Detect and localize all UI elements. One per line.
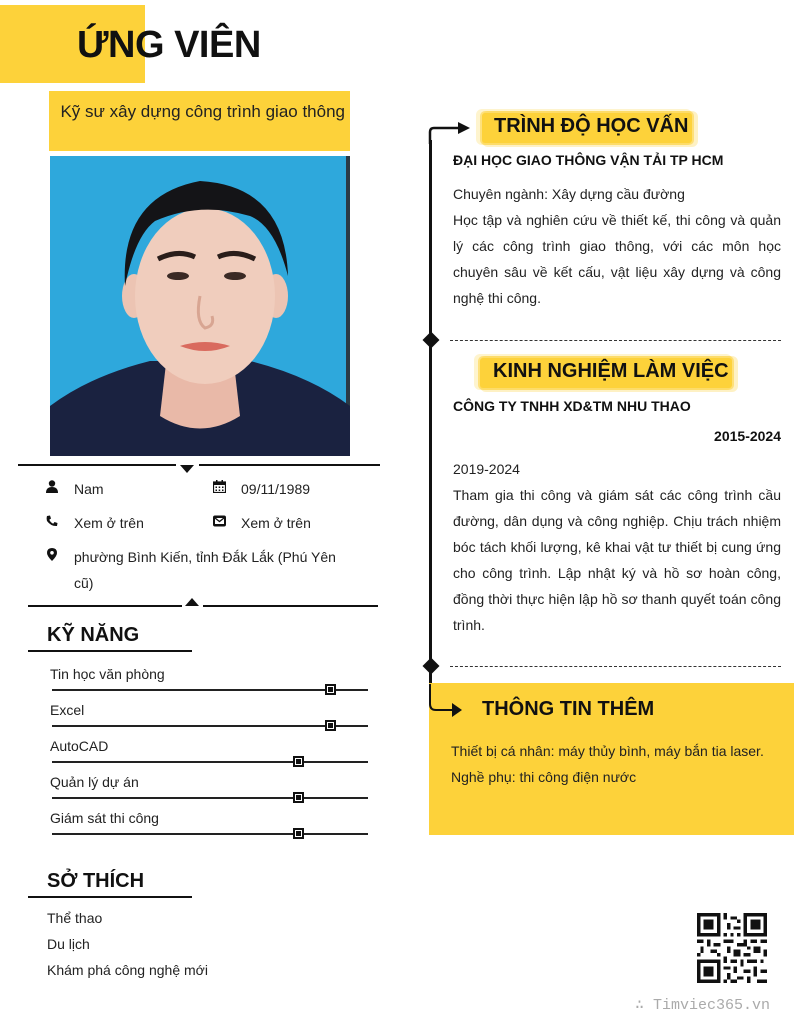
footer-brand: ∴ Timviec365.vn	[635, 997, 771, 1014]
timeline-arrow-top-icon	[428, 122, 472, 149]
timeline-diamond-icon	[423, 332, 440, 349]
calendar-icon	[213, 480, 226, 498]
skill-track	[52, 725, 368, 727]
candidate-photo	[50, 156, 350, 456]
skill-item	[50, 702, 368, 718]
skill-level-knob	[293, 792, 304, 803]
job-title-box	[49, 91, 350, 151]
skill-item	[50, 774, 368, 790]
skills-title-underline	[28, 650, 192, 652]
education-title: TRÌNH ĐỘ HỌC VẤN	[494, 115, 689, 137]
skill-track	[52, 761, 368, 763]
triangle-up-icon	[185, 598, 199, 606]
experience-sub-period: 2019-2024	[453, 461, 520, 477]
education-major: Chuyên ngành: Xây dựng cầu đường	[453, 186, 685, 202]
envelope-icon	[213, 514, 226, 532]
portrait-image	[50, 156, 350, 456]
map-marker-icon	[47, 548, 57, 566]
info-divider-top-left	[18, 464, 176, 466]
education-description: Học tập và nghiên cứu về thiết kế, thi công và quản lý các công trình giao thông, với các môn học chuyên sâu về kết cấu, vật liệu xây dựng và công nghệ thi công.	[453, 212, 781, 306]
skill-item	[50, 738, 368, 754]
skill-level-knob	[293, 756, 304, 767]
address-value: phường Bình Kiến, tỉnh Đắk Lắk (Phú Yên cũ)	[74, 549, 336, 591]
extra-info-title: THÔNG TIN THÊM	[482, 698, 655, 720]
timeline-arrow-bottom-icon	[428, 684, 464, 727]
experience-title: KINH NGHIỆM LÀM VIỆC	[493, 360, 729, 382]
job-title: Kỹ sư xây dựng công trình giao thông	[60, 102, 345, 121]
info-divider-top-right	[199, 464, 380, 466]
skills-title: KỸ NĂNG	[47, 624, 140, 646]
extra-info-line: Nghề phụ: thi công điện nước	[451, 769, 637, 785]
education-school: ĐẠI HỌC GIAO THÔNG VẬN TẢI TP HCM	[453, 152, 724, 168]
experience-period: 2015-2024	[714, 428, 781, 444]
gender-value: Nam	[74, 481, 104, 497]
skill-label: Tin học văn phòng	[50, 666, 165, 682]
skill-item	[50, 666, 368, 682]
phone-value: Xem ở trên	[74, 515, 144, 531]
qr-code	[697, 913, 767, 988]
triangle-down-icon	[180, 465, 194, 473]
email-value: Xem ở trên	[241, 515, 311, 531]
hobby-item: Thể thao	[47, 910, 103, 926]
info-divider-bottom-right	[203, 605, 378, 607]
hobbies-title: SỞ THÍCH	[47, 870, 145, 892]
hobbies-title-underline	[28, 896, 192, 898]
experience-company: CÔNG TY TNHH XD&TM NHU THAO	[453, 398, 691, 414]
hobby-item: Khám phá công nghệ mới	[47, 962, 208, 978]
skill-track	[52, 797, 368, 799]
section-divider	[450, 666, 781, 667]
phone-icon	[46, 514, 58, 532]
timeline-diamond-icon	[423, 658, 440, 675]
experience-description: Tham gia thi công và giám sát các công trình cầu đường, dân dụng và công nghiệp. Chịu trách nhiệm bóc tách khối lượng, kê khai vật tư thiết bị cung ứng cho công trình. Lập nhật ký và hồ sơ hoàn công, đồng thời thực hiện lập hồ sơ thanh quyết toán công trình.	[453, 487, 781, 633]
skill-item	[50, 810, 368, 826]
extra-info-line: Thiết bị cá nhân: máy thủy bình, máy bắn tia laser.	[451, 743, 764, 759]
skill-level-knob	[325, 720, 336, 731]
skill-label: Quản lý dự án	[50, 774, 139, 790]
hobby-item: Du lịch	[47, 936, 90, 952]
section-divider	[450, 340, 781, 341]
skill-track	[52, 689, 368, 691]
skill-level-knob	[325, 684, 336, 695]
user-icon	[46, 480, 58, 498]
info-divider-bottom-left	[28, 605, 182, 607]
timeline-line	[429, 140, 432, 690]
skill-label: AutoCAD	[50, 738, 109, 754]
birthdate-value: 09/11/1989	[241, 481, 311, 497]
skill-label: Excel	[50, 702, 85, 718]
skill-track	[52, 833, 368, 835]
skill-label: Giám sát thi công	[50, 810, 159, 826]
candidate-name: ỨNG VIÊN	[77, 24, 261, 66]
skill-level-knob	[293, 828, 304, 839]
